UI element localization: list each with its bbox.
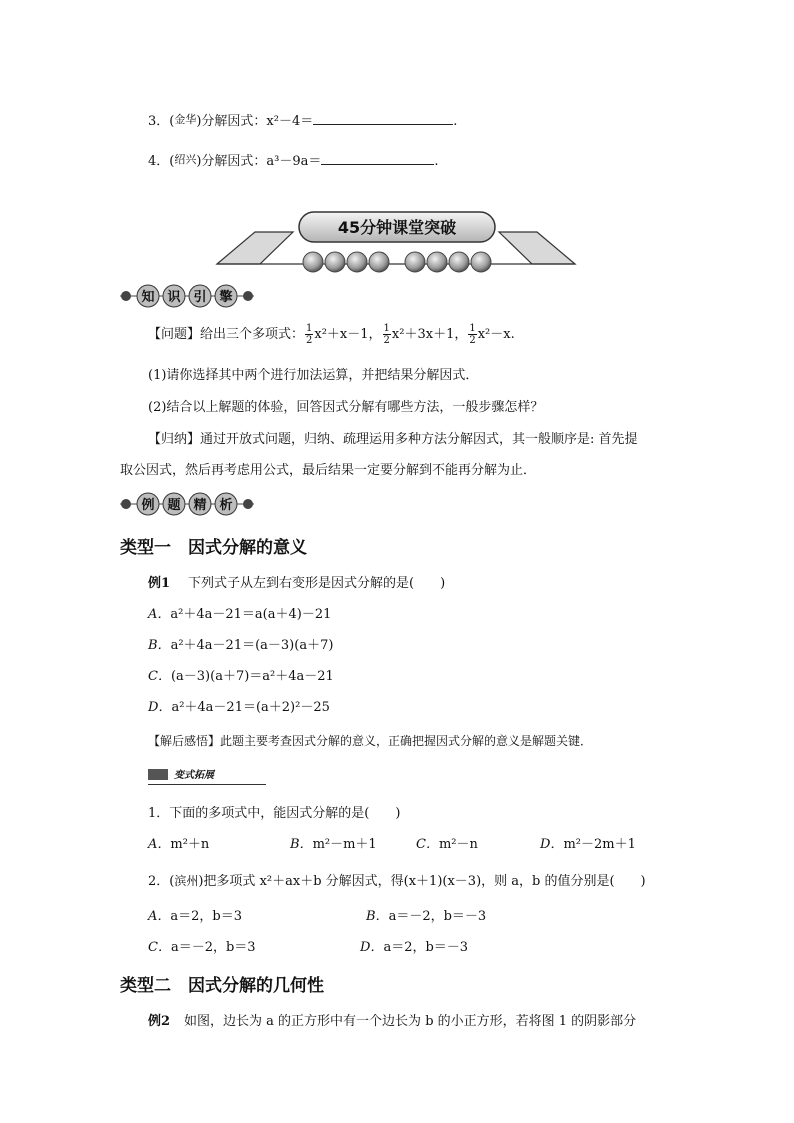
option-b[interactable]: B．m²－m＋1: [290, 837, 377, 852]
problem-part-2: (2)结合以上解题的体验，回答因式分解有哪些方法，一般步骤怎样？: [148, 400, 544, 415]
extension-question-1: 1．下面的多项式中，能因式分解的是( ): [148, 806, 401, 821]
label-char: 例: [141, 498, 155, 513]
example-1: 例1 下列式子从左到右变形是因式分解的是( ): [148, 576, 446, 591]
label-char: 题: [167, 498, 181, 513]
type2-heading: 类型二 因式分解的几何性: [120, 976, 324, 996]
answer-blank[interactable]: [321, 152, 434, 165]
fraction-half: $\frac{1}{2}$: [383, 323, 390, 346]
answer-blank[interactable]: [313, 112, 453, 125]
option-c[interactable]: C．(a－3)(a＋7)＝a²＋4a－21: [148, 669, 334, 684]
option-a[interactable]: A．m²＋n: [148, 837, 210, 852]
section-label-knowledge: [118, 284, 256, 308]
label-char: 析: [219, 498, 233, 513]
reflection-note: 【解后感悟】此题主要考查因式分解的意义，正确把握因式分解的意义是解题关键．: [148, 734, 593, 748]
option-d[interactable]: D．m²－2m＋1: [540, 837, 636, 852]
source-tag: 金华: [174, 113, 197, 126]
problem-statement: 【问题】给出三个多项式： $\frac{1}{2}$ x²＋x－1， $\frac{1}{2}$ x²＋3x＋1， $\frac{1}{2}$ x²－x.: [148, 323, 515, 346]
extension-label: 变式拓展: [148, 766, 266, 785]
problem-part-1: (1)请你选择其中两个进行加法运算，并把结果分解因式．: [148, 368, 479, 383]
extension-question-2: 2．(滨州)把多项式 x²＋ax＋b 分解因式，得(x＋1)(x－3)，则 a，b 的值分别是( ): [148, 874, 646, 889]
question-3: 3．(金华)分解因式：x²－4＝ .: [148, 113, 458, 129]
source-tag: 绍兴: [174, 153, 197, 166]
example-2: 例2 如图，边长为 a 的正方形中有一个边长为 b 的小正方形，若将图 1 的阴影部分: [148, 1014, 637, 1029]
banner-title: 45分钟课堂突破: [337, 218, 457, 237]
fraction-half: $\frac{1}{2}$: [469, 323, 476, 346]
option-a[interactable]: A．a²＋4a－21＝a(a＋4)－21: [148, 607, 332, 622]
label-char: 精: [193, 498, 207, 513]
label-bar-icon: [148, 769, 168, 780]
label-char: 知: [141, 290, 155, 305]
label-char: 引: [193, 290, 207, 305]
option-c[interactable]: C．m²－n: [416, 837, 478, 852]
type1-heading: 类型一 因式分解的意义: [120, 538, 307, 558]
label-char: 识: [167, 290, 181, 305]
option-c[interactable]: C．a＝－2，b＝3: [148, 940, 256, 955]
option-a[interactable]: A．a＝2，b＝3: [148, 909, 243, 924]
question-4: 4．(绍兴)分解因式：a³－9a＝ .: [148, 153, 439, 169]
source-tag: 滨州: [174, 874, 199, 888]
fraction-half: $\frac{1}{2}$: [306, 323, 313, 346]
option-b[interactable]: B．a＝－2，b＝－3: [366, 909, 487, 924]
summary-line-1: 【归纳】通过开放式问题，归纳、疏理运用多种方法分解因式，其一般顺序是: 首先提: [148, 432, 638, 447]
summary-line-2: 取公因式，然后再考虑用公式，最后结果一定要分解到不能再分解为止．: [120, 463, 537, 478]
section-label-examples: [118, 492, 256, 516]
option-d[interactable]: D．a²＋4a－21＝(a＋2)²－25: [148, 700, 330, 715]
section-banner: [215, 208, 577, 276]
option-d[interactable]: D．a＝2，b＝－3: [360, 940, 469, 955]
option-b[interactable]: B．a²＋4a－21＝(a－3)(a＋7): [148, 638, 334, 653]
label-char: 擎: [219, 290, 233, 305]
